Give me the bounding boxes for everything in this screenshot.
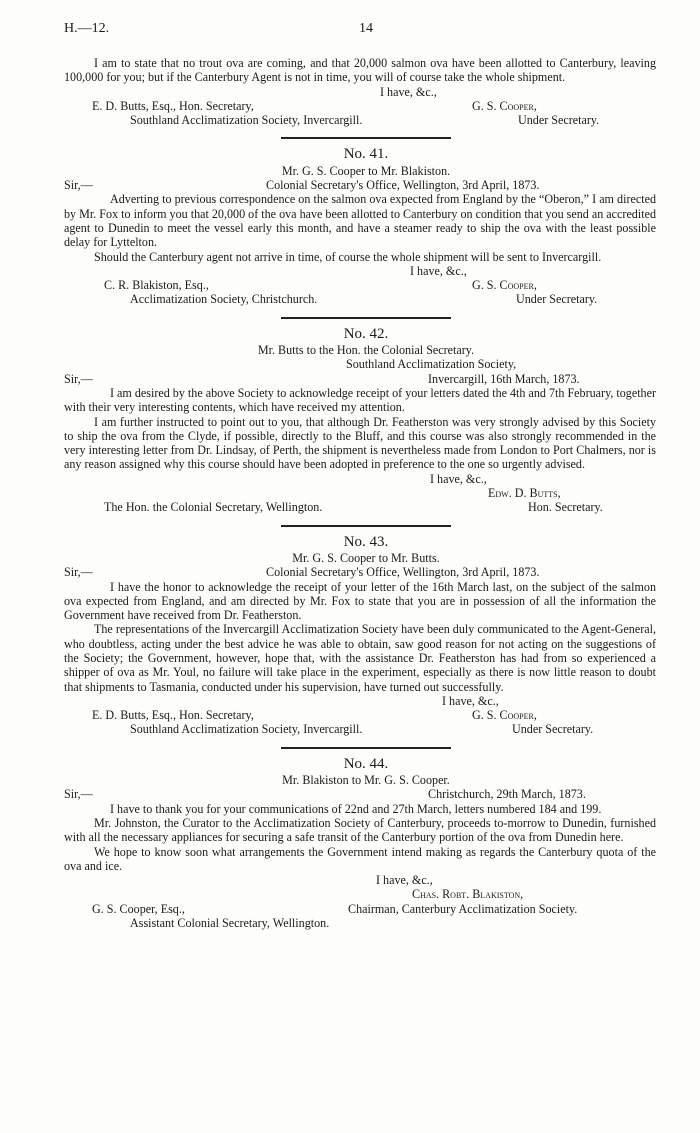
letter-heading: Mr. G. S. Cooper to Mr. Butts.	[292, 550, 440, 565]
closing: I have, &c.,	[380, 84, 437, 99]
section-divider	[281, 747, 451, 749]
letter-number: No. 41.	[343, 146, 389, 163]
signer-title: Chairman, Canterbury Acclimatization Society.	[348, 901, 578, 916]
signer: G. S. Cooper,	[472, 98, 537, 113]
letter-42	[64, 325, 656, 515]
signature-row	[76, 486, 656, 500]
place: Southland Acclimatization Society,	[346, 357, 517, 372]
signer-title: Under Secretary.	[518, 113, 600, 128]
place-date: Christchurch, 29th March, 1873.	[428, 787, 586, 802]
addressee-society: Southland Acclimatization Society, Invercargill.	[130, 722, 363, 737]
letter-number: No. 43.	[343, 533, 389, 550]
signature-row	[76, 113, 656, 127]
paragraph: I am desired by the above Society to acknowledge receipt of your letters dated the 4th and 7th February, together with their very interesting contents, which have received my attention.	[64, 385, 656, 415]
signer-title: Under Secretary.	[512, 722, 594, 737]
paragraph: I am further instructed to point out to you, that although Dr. Featherston was very strongly advised by this Society to ship the ova from the Clyde, if possible, directly to the Bluff, and this course was also strongly recommended in the very interesting letter from Dr. Lindsay, of Perth, the shipment is nevertheless made from London to Port Chalmers, nor is any reason assigned why this course should have been adopted in preference to the one so urgently advised.	[64, 414, 656, 472]
section-divider	[281, 137, 451, 139]
section-divider	[281, 317, 451, 319]
addressee-title: Assistant Colonial Secretary, Wellington.	[130, 916, 330, 931]
closing-row	[76, 85, 656, 99]
letter-41	[64, 146, 656, 307]
signature-row	[76, 722, 656, 736]
closing: I have, &c.,	[410, 263, 467, 278]
addressee-society: Acclimatization Society, Christchurch.	[130, 292, 318, 307]
signer: Edw. D. Butts,	[488, 486, 561, 501]
addressee: E. D. Butts, Esq., Hon. Secretary,	[92, 708, 254, 723]
addressee: C. R. Blakiston, Esq.,	[104, 278, 209, 293]
paragraph: The representations of the Invercargill Acclimatization Society have been duly communicated to the Agent-General, who doubtless, acting under the best advice he was able to obtain, saw good reason for not acting on the suggestions of the Society; the Government, however, hope that, with the assistance Dr. Featherston has had from so experienced a shipper of ova as Mr. Youl, no failure will take place in the experiment, especially as there is now little reason to doubt that shipments to Tasmania, conducted under his supervision, have turned out successfully.	[64, 622, 656, 694]
signature-row	[76, 887, 656, 901]
place-row	[76, 357, 656, 371]
page-header	[64, 21, 656, 44]
addressee: The Hon. the Colonial Secretary, Wellington.	[104, 500, 323, 515]
addressee-society: Southland Acclimatization Society, Invercargill.	[130, 113, 363, 128]
paragraph: Should the Canterbury agent not arrive in time, of course the whole shipment will be sent to Invercargill.	[94, 249, 602, 264]
document-reference: H.—12.	[64, 21, 110, 36]
place-date: Colonial Secretary's Office, Wellington, 3rd April, 1873.	[266, 565, 540, 580]
letter-43	[64, 533, 656, 737]
signature-row	[76, 99, 656, 113]
salutation-row	[64, 565, 656, 580]
paragraph: Mr. Johnston, the Curator to the Acclimatization Society of Canterbury, proceeds to-morrow to Dunedin, furnished with all the necessary appliances for securing a safe transit of the Canterbury portion of the ova from Dunedin here.	[64, 815, 656, 845]
paragraph: I have the honor to acknowledge the receipt of your letter of the 16th March last, on the subject of the salmon ova expected from England, and am directed by Mr. Fox to state that you are in possession of all the information the Government have received from Dr. Featherston.	[64, 579, 656, 623]
letter-heading: Mr. G. S. Cooper to Mr. Blakiston.	[281, 163, 451, 178]
letter-number: No. 42.	[343, 325, 389, 342]
paragraph: I am to state that no trout ova are coming, and that 20,000 salmon ova have been allotted to Canterbury, leaving 100,000 for you; but if the Canterbury Agent is not in time, you will of course take the whole shipment.	[64, 56, 656, 85]
closing: I have, &c.,	[442, 693, 499, 708]
letter-heading: Mr. Butts to the Hon. the Colonial Secretary.	[257, 343, 475, 358]
salutation: Sir,—	[64, 787, 93, 802]
signature-row	[76, 916, 656, 930]
letter-continuation	[64, 56, 656, 128]
closing-row	[76, 694, 656, 708]
place-date: Invercargill, 16th March, 1873.	[428, 371, 580, 386]
page-number: 14	[359, 21, 373, 36]
signature-row	[76, 902, 656, 916]
salutation: Sir,—	[64, 565, 93, 580]
closing-row	[76, 264, 656, 278]
salutation: Sir,—	[64, 371, 93, 386]
closing-row	[76, 873, 656, 887]
signature-row	[76, 708, 656, 722]
addressee: G. S. Cooper, Esq.,	[92, 901, 185, 916]
salutation-row	[64, 371, 656, 386]
addressee: E. D. Butts, Esq., Hon. Secretary,	[92, 98, 254, 113]
signature-row	[76, 500, 656, 514]
closing-row	[76, 472, 656, 486]
letter-number: No. 44.	[343, 755, 389, 772]
section-divider	[281, 525, 451, 527]
signer: G. S. Cooper,	[472, 708, 537, 723]
salutation: Sir,—	[64, 178, 93, 193]
signer: Chas. Robt. Blakiston,	[412, 887, 524, 902]
signature-row	[76, 292, 656, 306]
signer-title: Under Secretary.	[516, 292, 598, 307]
closing: I have, &c.,	[430, 471, 487, 486]
letter-44	[64, 755, 656, 931]
signature-row	[76, 278, 656, 292]
signer: G. S. Cooper,	[472, 278, 537, 293]
letter-heading: Mr. Blakiston to Mr. G. S. Cooper.	[282, 773, 450, 788]
paragraph: Adverting to previous correspondence on the salmon ova expected from England by the “Oberon,” I am directed by Mr. Fox to inform you that 20,000 of the ova have been allotted to Canterbury on condition that you send an accredited agent to Dunedin to meet the vessel early this month, and have a steamer ready to ship the ova with the least possible delay for Lyttelton.	[64, 192, 656, 250]
place-date: Colonial Secretary's Office, Wellington, 3rd April, 1873.	[266, 178, 540, 193]
salutation-row	[64, 178, 656, 193]
signer-title: Hon. Secretary.	[528, 500, 603, 515]
paragraph: I have to thank you for your communications of 22nd and 27th March, letters numbered 184 and 199.	[110, 801, 602, 816]
paragraph: We hope to know soon what arrangements the Government intend making as regards the Canterbury quota of the ova and ice.	[64, 844, 656, 873]
salutation-row	[64, 787, 656, 802]
closing: I have, &c.,	[376, 873, 433, 888]
